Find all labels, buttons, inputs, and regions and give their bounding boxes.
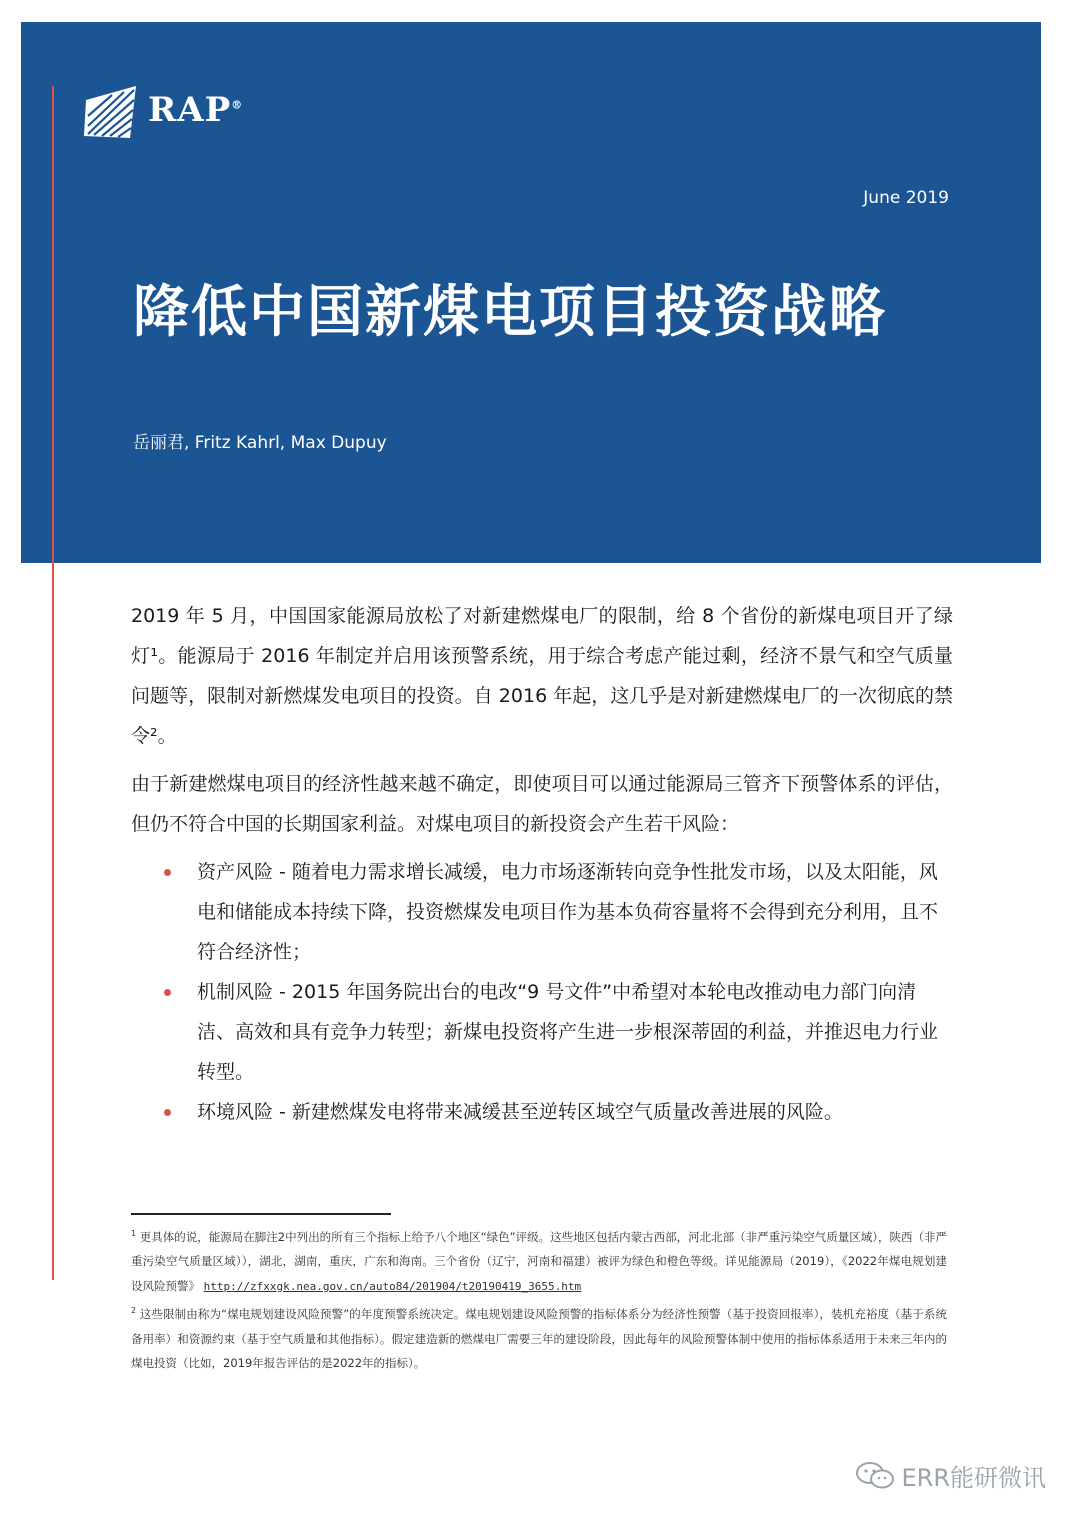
list-item: 环境风险 - 新建燃煤发电将带来减缓甚至逆转区域空气质量改善进展的风险。 [131,1092,953,1132]
list-item: 资产风险 - 随着电力需求增长减缓，电力市场逐渐转向竞争性批发市场，以及太阳能，风电和储能成本持续下降，投资燃煤发电项目作为基本负荷容量将不会得到充分利用，且不符合经济性； [131,852,953,972]
footnote-link[interactable]: http://zfxxgk.nea.gov.cn/auto84/201904/t20190419_3655.htm [203,1279,582,1293]
wechat-icon [855,1460,895,1492]
footnote-1: $^1$ 更具体的说，能源局在脚注2中列出的所有三个指标上给予八个地区“绿色”评级。这些地区包括内蒙古西部，河北北部（非严重污染空气质量区域），陕西（非严重污染空气质量区域）），湖北，湖南，重庆，广东和海南。三个省份（辽宁，河南和福建）被评为绿色和橙色等级。详见能源局（2019），《2022年煤电规划建设风险预警》 http://zfxxgk.nea.gov.cn/auto84/201904/t20190419_3655.htm [131,1229,948,1293]
body-text [131,596,953,1132]
rap-logo-text: RAP® [148,90,244,130]
bullet-icon [164,869,171,876]
page-title: 降低中国新煤电项目投资战略 [133,280,887,345]
footnote-divider [131,1213,391,1215]
watermark [855,1458,1046,1493]
paragraph-intro: 2019 年 5 月，中国国家能源局放松了对新建燃煤电厂的限制，给 8 个省份的新煤电项目开了绿灯¹。能源局于 2016 年制定并启用该预警系统，用于综合考虑产能过剩，经济不景气和空气质量问题等，限制对新燃煤发电项目的投资。自 2016 年起，这几乎是对新建燃煤电厂的一次彻底的禁令²。 [131,605,953,747]
footnotes [131,1222,947,1376]
bullet-icon [164,989,171,996]
paragraph-risks: 由于新建燃煤电项目的经济性越来越不确定，即使项目可以通过能源局三管齐下预警体系的评估，但仍不符合中国的长期国家利益。对煤电项目的新投资会产生若干风险： [131,773,953,835]
registered-mark: ® [231,98,244,112]
bullet-icon [164,1109,171,1116]
publication-date: June 2019 [863,188,949,208]
vertical-accent-rule [52,86,54,1280]
risk-list [131,852,953,1132]
footnote-2: $^2$ 这些限制由称为“煤电规划建设风险预警”的年度预警系统决定。煤电规划建设风险预警的指标体系分为经济性预警（基于投资回报率），装机充裕度（基于系统备用率）和资源约束（基于空气质量和其他指标）。假定建造新的燃煤电厂需要三年的建设阶段，因此每年的风险预警体制中使用的指标体系适用于未来三年内的煤电投资（比如，2019年报告评估的是2022年的指标）。 [131,1306,947,1371]
authors-line: 岳丽君, Fritz Kahrl, Max Dupuy [133,433,387,453]
watermark-text: ERR能研微讯 [901,1464,1046,1492]
list-item: 机制风险 - 2015 年国务院出台的电改“9 号文件”中希望对本轮电改推动电力部门向清洁、高效和具有竞争力转型；新煤电投资将产生进一步根深蒂固的利益，并推迟电力行业转型。 [131,972,953,1092]
